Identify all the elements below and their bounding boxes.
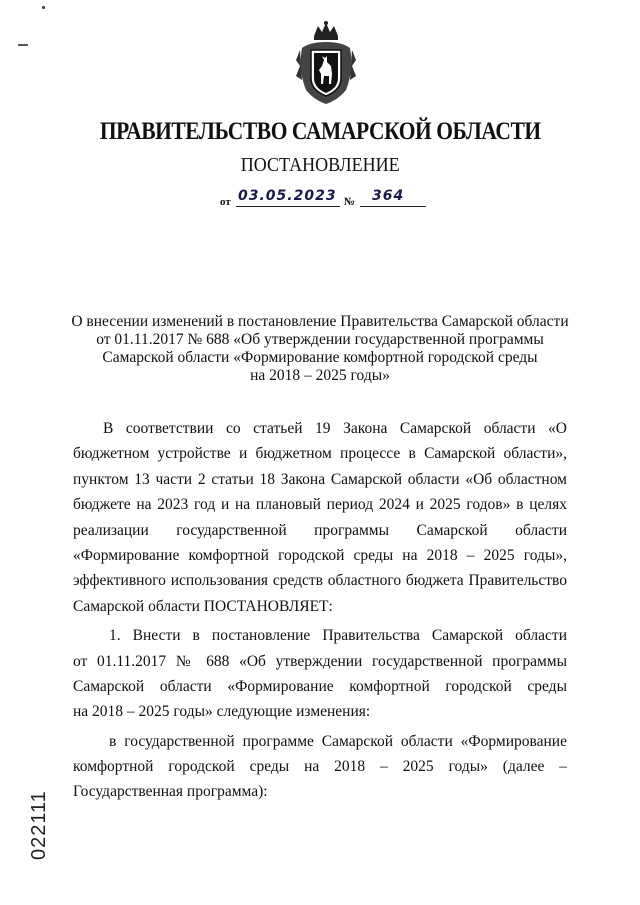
subject-line: О внесении изменений в постановление Правительства Самарской области (71, 313, 569, 330)
body-line: Государственная программа): (73, 783, 268, 801)
body-line: комфортной городской среды на 2018 – 2025 годы» (далее – (73, 758, 567, 776)
body-line: пунктом 13 части 2 статьи 18 Закона Самарской области «Об областном (73, 470, 567, 488)
scan-mark (18, 44, 28, 46)
number-value: 364 (372, 188, 405, 204)
body-line: реализации государственной программы Самарской области (73, 521, 567, 539)
number-underline (360, 206, 426, 207)
date-label: от (220, 196, 231, 208)
body-line: Самарской области ПОСТАНОВЛЯЕТ: (73, 597, 333, 615)
body-line: от 01.11.2017 № 688 «Об утверждении государственной программы (73, 652, 567, 670)
date-number-line (220, 190, 440, 212)
body-line: эффективного использования средств областного бюджета Правительство (73, 572, 567, 590)
body-line: 1. Внести в постановление Правительства Самарской области (109, 627, 567, 645)
document-subject (60, 313, 580, 385)
side-registration-number: 022111 (28, 790, 50, 860)
document-body (73, 416, 567, 805)
body-line: в государственной программе Самарской области «Формирование (109, 732, 567, 750)
government-title: ПРАВИТЕЛЬСТВО САМАРСКОЙ ОБЛАСТИ (99, 118, 541, 145)
subject-line: Самарской области «Формирование комфортной городской среды (102, 349, 538, 366)
body-line: бюджете на 2023 год и на плановый период 2024 и 2025 годов» в целях (73, 496, 567, 514)
body-line: на 2018 – 2025 годы» следующие изменения: (73, 703, 371, 721)
body-line: В соответствии со статьей 19 Закона Самарской области «О (103, 420, 567, 437)
subject-line: от 01.11.2017 № 688 «Об утверждении государственной программы (96, 331, 544, 348)
date-value: 03.05.2023 (238, 188, 337, 204)
body-line: Самарской области «Формирование комфортной городской среды (73, 677, 567, 695)
number-label: № (344, 196, 356, 208)
date-underline (236, 206, 340, 207)
scan-speck (42, 6, 45, 9)
subject-line: на 2018 – 2025 годы» (250, 367, 390, 384)
document-type: ПОСТАНОВЛЕНИЕ (240, 154, 400, 176)
coat-of-arms-icon (294, 20, 358, 106)
body-line: «Формирование комфортной городской среды на 2018 – 2025 годы», (73, 546, 567, 564)
body-line: бюджетном устройстве и бюджетном процессе в Самарской области», (73, 445, 567, 463)
